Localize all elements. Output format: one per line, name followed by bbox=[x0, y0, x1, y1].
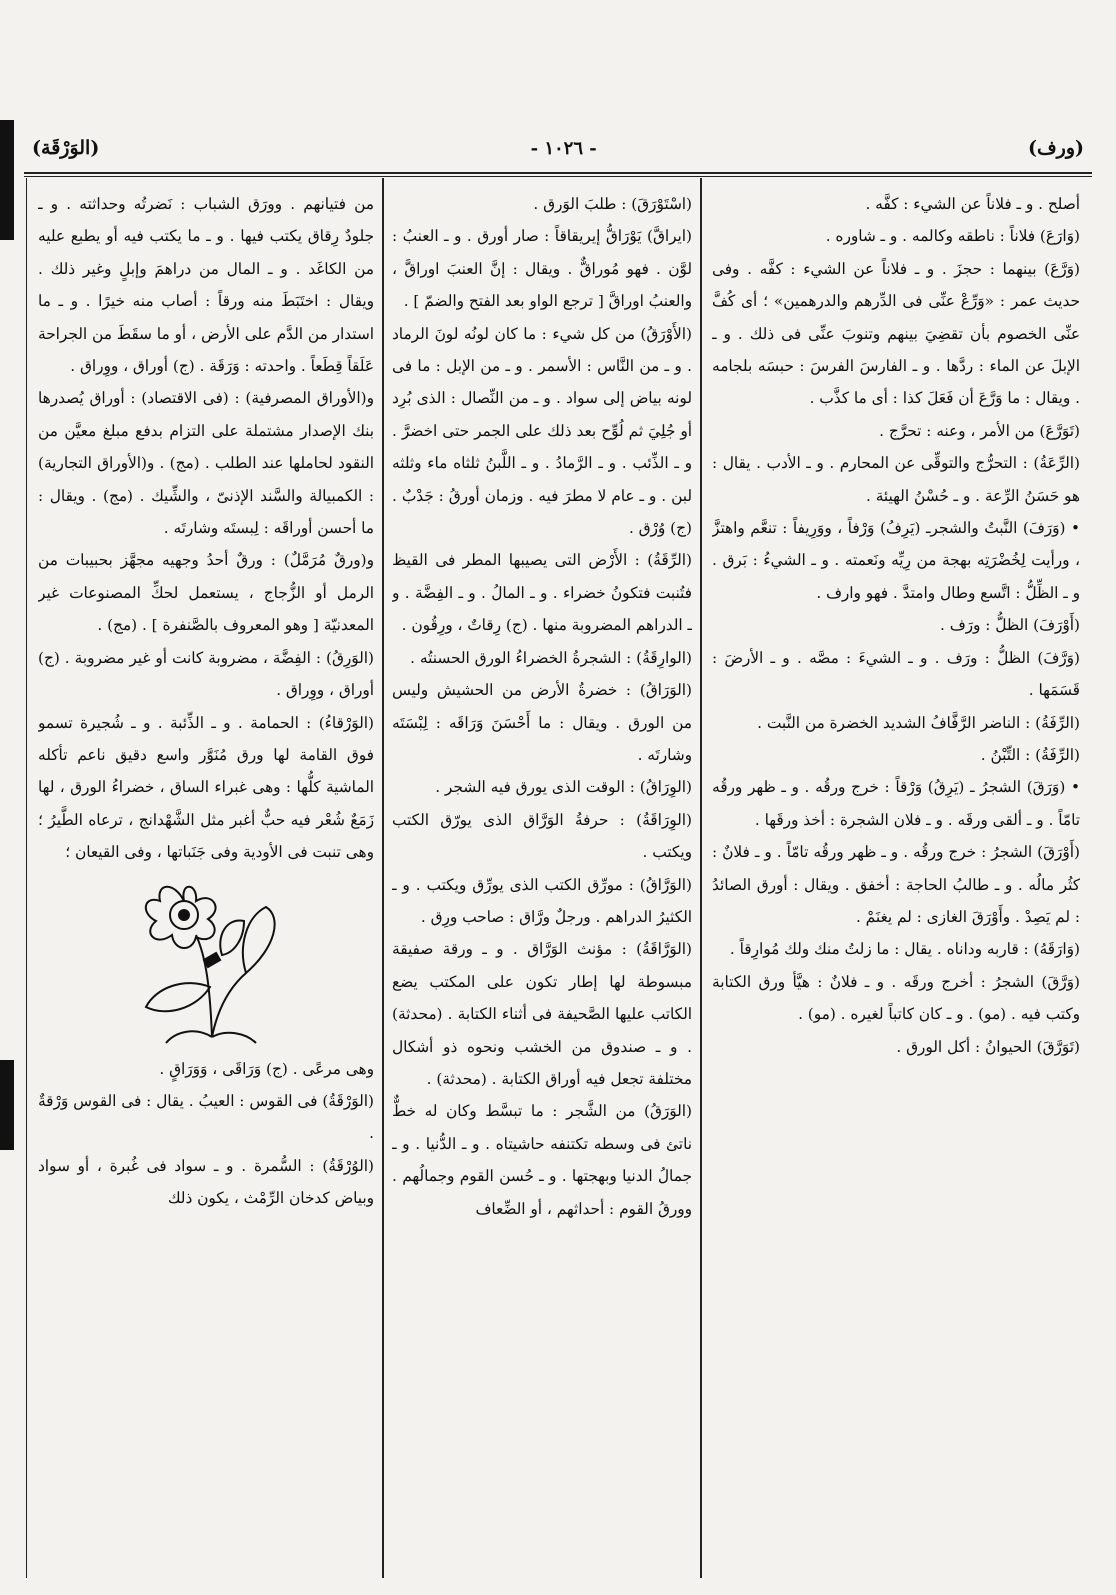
header-rule bbox=[24, 172, 1092, 174]
header-left-word: (الوَرْقَة) bbox=[32, 137, 100, 159]
entry-paragraph: (الرِّفَةُ) : التِّبْنُ . bbox=[980, 745, 1080, 764]
entry-paragraph: (وَارَعَ) فلاناً : ناطقه وكالمه . و ـ شاوره . bbox=[825, 227, 1080, 246]
entry-paragraph: • (وَرَقَ) الشجرُ ـ (يَرِقُ) وَرْقاً : خرج ورقُه . و ـ ظهر ورقُه تامّاً . و ـ ألقى ورقَه . و ـ فلان الشجرة : أخذ ورقَها . bbox=[712, 778, 1080, 829]
column-left bbox=[38, 188, 374, 1558]
entry-paragraph: (الوَرَّاقُ) : مورِّق الكتب الذى يورِّق ويكتب . و ـ الكثيرُ الدراهم . ورجلٌ ورَّاق : صاحب ورِق . bbox=[392, 875, 692, 926]
entry-paragraph: (الوَرَقُ) من الشَّجر : ما تبسَّط وكان له خطٌّ ناتئ فى وسطه تكتنفه حاشيتاه . و ـ الدُّنيا . و ـ جمالُ الدنيا وبهجتها . و ـ حُسن القوم وجمالُهم . وورقُ القوم : أحداثهم ، أو الضِّعاف bbox=[392, 1102, 692, 1218]
entry-paragraph: (وَارَقَهُ) : قاربه وداناه . يقال : ما زلتُ منك ولك مُوارِقاً . bbox=[729, 940, 1080, 959]
scan-edge-mark bbox=[0, 120, 14, 240]
header-rule-thin bbox=[24, 176, 1092, 177]
entry-paragraph: وهى مرعًى . (ج) وَرَاقَى ، وَوَرَاقٍ . bbox=[159, 1059, 374, 1078]
plant-root bbox=[166, 1031, 212, 1043]
entry-paragraph: (وَرَّعَ) بينهما : حجزَ . و ـ فلاناً عن الشيء : كفَّه . وفى حديث عمر : «وَرِّعْ عنِّى فى الدِّرهم والدرهمين» ؛ أى كُفَّ عنِّى الخصوم بأن تقضِيَ بينهم وتنوبَ عنِّى فى ذلك . و ـ الإبلَ عن الماء : ردَّها . و ـ الفارسَ الفرسَ : حبسَه بلجامه . ويقال : ما وَرَّعَ أن فَعَلَ كذا : أى ما كذَّب . bbox=[712, 259, 1080, 408]
entry-paragraph: (أَوْرَقَ) الشجرُ : خرج ورقُه . و ـ ظهر ورقُه تامّاً . و ـ فلانٌ : كثُر مالُه . و ـ طالبُ الحاجة : أخفق . ويقال : أورق الصائدُ : لم يَصِدْ . وأَوْرَقَ الغازى : لم يغنَمْ . bbox=[712, 843, 1080, 926]
plant-leaf bbox=[146, 983, 210, 1011]
plant-leaf bbox=[243, 907, 275, 973]
entry-paragraph: (أَوْرَفَ) الظلُّ : ورَف . bbox=[940, 616, 1080, 635]
entry-paragraph: • (وَرَفَ) النَّبتُ والشجرـ (يَرِفُ) وَرْفاً ، ووَرِيفاً : تنعَّم واهتزَّ ، ورأيت لِخُضْرَتِه بهجة من رِيِّه ونَعمته . و ـ الشيءُ : بَرق . و ـ الظِّلُّ : اتَّسع وطال وامتدَّ . فهو وارف . bbox=[712, 519, 1080, 602]
entry-paragraph: (الأَوْرَقُ) من كل شيء : ما كان لونُه لونَ الرماد . و ـ من النَّاس : الأسمر . و ـ من الإبل : ما فى لونه بياض إلى سواد . و ـ من النِّصال : الذى بُرِد أو جُلِيَ ثم لُوِّح بعد ذلك على الجمر حتى اخضرَّ . و ـ الذِّئب . و ـ الرَّمادُ . و ـ اللَّبنُ ثلثاه ماء وثلثه لبن . و ـ عام لا مطرَ فيه . وزمان أورقُ : جَدْبٌ . (ج) وُرْق . bbox=[392, 324, 692, 538]
entry-paragraph: (اسْتَوْرَقَ) : طلبَ الوَرق . bbox=[533, 195, 692, 213]
header-right-word: (ورف) bbox=[1027, 137, 1084, 159]
warqa-plant-illustration bbox=[126, 877, 286, 1047]
entry-paragraph: من فتيانهم . وورَق الشباب : نَضرتُه وحداثته . و ـ جلودٌ رِقاق يكتب فيها . و ـ ما يكتب فيه أو يطبع عليه من الكاغَد . و ـ المال من دراهمَ وإبلٍ وغير ذلك . ويقال : اختَبَطَ منه ورقاً : أصاب منه خيرًا . و ـ ما استدار من الدَّم على الأرض ، أو ما سقَطَ من الجراحة عَلَقاً قِطَعاً . واحدته : وَرَقَة . (ج) أوراق ، ووِراق . bbox=[38, 195, 374, 376]
plant-leaf bbox=[220, 920, 244, 955]
entry-paragraph: (الوِرَاقُ) : الوقت الذى يورق فيه الشجر . bbox=[435, 778, 692, 797]
plant-stem bbox=[212, 973, 246, 1037]
scan-edge-mark bbox=[0, 1060, 14, 1150]
entry-paragraph: (ايراقَّ) يَوْرَاقُّ إيريقاقاً : صار أورق . و ـ العنبُ : لوَّن . فهو مُوراقٌّ . ويقال : إنَّ العنبَ اوراقَّ ، والعنبُ اوراقَّ [ ترجع الواو بعد الفتح والضمّ ] . bbox=[392, 227, 692, 311]
entry-paragraph: (الوَرَّاقَةُ) : مؤنث الوَرَّاق . و ـ ورقة صفيقة مبسوطة لها إطار تكون على المكتب يضع الكاتب عليها الصَّحيفة فى أثناء الكتابة . (محدثة) . و ـ صندوق من الخشب ونحوه ذو أشكال مختلفة تجعل فيه أوراق الكتابة . (محدثة) . bbox=[392, 940, 692, 1088]
column-right bbox=[712, 188, 1080, 1558]
entry-paragraph: أصلح . و ـ فلاناً عن الشيء : كفَّه . bbox=[865, 195, 1080, 213]
entry-paragraph: (الوَرْقَةُ) فى القوس : العيبُ . يقال : فى القوس وَرْقةٌ . bbox=[38, 1091, 374, 1143]
entry-paragraph: (الوُرْقَةُ) : السُّمرة . و ـ سواد فى غُبرة ، أو سواد وبياض كدخان الرِّمْث ، يكون ذلك bbox=[38, 1156, 374, 1208]
entry-paragraph: (تَوَرَّقَ) الحيوانُ : أكل الورق . bbox=[896, 1037, 1080, 1056]
page-number: - ١٠٢٦ - bbox=[530, 137, 597, 159]
entry-paragraph: و(الأوراق المصرفية) : (فى الاقتصاد) : أوراق يُصدرها بنك الإصدار مشتملة على التزام بدفع مبلغ معيَّن من النقود لحاملها عند الطلب . (مج) . و(الأوراق التجارية) : الكمبيالة والسَّند الإذنىّ ، والشِّيك . (مج) . ويقال : ما أحسن أوراقَه : لِبستَه وشارتَه . bbox=[38, 389, 374, 538]
column-middle bbox=[392, 188, 692, 1558]
entry-paragraph: (الوِرَاقَةُ) : حرفةُ الوَرَّاق الذى يورّق الكتب ويكتب . bbox=[392, 810, 692, 862]
entry-paragraph: (الوارِقَةُ) : الشجرةُ الخضراءُ الورق الحسنتُه . bbox=[410, 648, 692, 667]
column-divider-right bbox=[700, 178, 702, 1578]
entry-paragraph: (الرِّقَةُ) : الأَرْض التى يصيبها المطر فى القيظ فتُنبت فتكونُ خضراء . و ـ المالُ . و ـ الفِضَّة . و ـ الدراهم المضروبة منها . (ج) رِقاتٌ ، ورِقُون . bbox=[392, 551, 692, 635]
entry-paragraph: (الرِّفَةُ) : الناضر الرَّفَّافُ الشديد الخضرة من النَّبت . bbox=[757, 713, 1080, 732]
plant-root bbox=[212, 1032, 256, 1042]
flower-core bbox=[178, 909, 190, 921]
entry-paragraph: و(ورقٌ مُرَمَّلٌ) : ورقٌ أحدُ وجهيه مجهَّز بحبيبات من الرمل أو الزُّجاج ، يستعمل لحكِّ المصنوعات غير المعدنيّة [ وهو المعروف بالصَّنفرة ] . (مج) . bbox=[38, 551, 374, 635]
entry-paragraph: (الوَرِقُ) : الفِضَّة ، مضروبة كانت أو غير مضروبة . (ج) أوراق ، ووِراق . bbox=[38, 648, 374, 700]
page-header bbox=[32, 128, 1084, 168]
entry-paragraph: (الوَرْقاءُ) : الحمامة . و ـ الذِّئبة . و ـ شُجيرة تسمو فوق القامة لها ورق مُنَوَّر واسع دقيق ناعم تأكله الماشية كلُّها : وهى غبراء الساق ، خضراءُ الورق ، لها زَمَعٌ شُعْر فيه حبٌّ أغبر مثل الشَّهْدانج ، ترعاه الطَّيرُ ؛ وهى تنبت فى الأودية وفى جَنَباتها ، وفى القيعان ؛ bbox=[38, 713, 374, 862]
column-divider-left bbox=[382, 178, 384, 1578]
entry-paragraph: (تَوَرَّعَ) من الأمر ، وعنه : تحرَّج . bbox=[879, 421, 1080, 440]
page-border-left bbox=[26, 178, 27, 1578]
entry-paragraph: (وَرَّفَ) الظلُّ : ورَف . و ـ الشيءَ : مصَّه . و ـ الأرضَ : قَسَمَها . bbox=[712, 648, 1080, 700]
entry-paragraph: (الوَرَاقُ) : خضرةُ الأرض من الحشيش وليس من الورق . ويقال : ما أَحْسَنَ وَرَاقَه : لِبْسَتَه وشارتَه . bbox=[392, 681, 692, 764]
entry-paragraph: (وَرَّقَ) الشجرُ : أخرج ورقَه . و ـ فلانٌ : هيَّأ ورق الكتابة وكتب فيه . (مو) . و ـ كان كاتباً لغيره . (مو) . bbox=[712, 972, 1080, 1024]
entry-paragraph: (الرِّعَةُ) : التحرُّج والتوقِّى عن المحارم . و ـ الأدب . يقال : هو حَسَنُ الرِّعة . و ـ حُسْنُ الهيئة . bbox=[712, 454, 1080, 505]
